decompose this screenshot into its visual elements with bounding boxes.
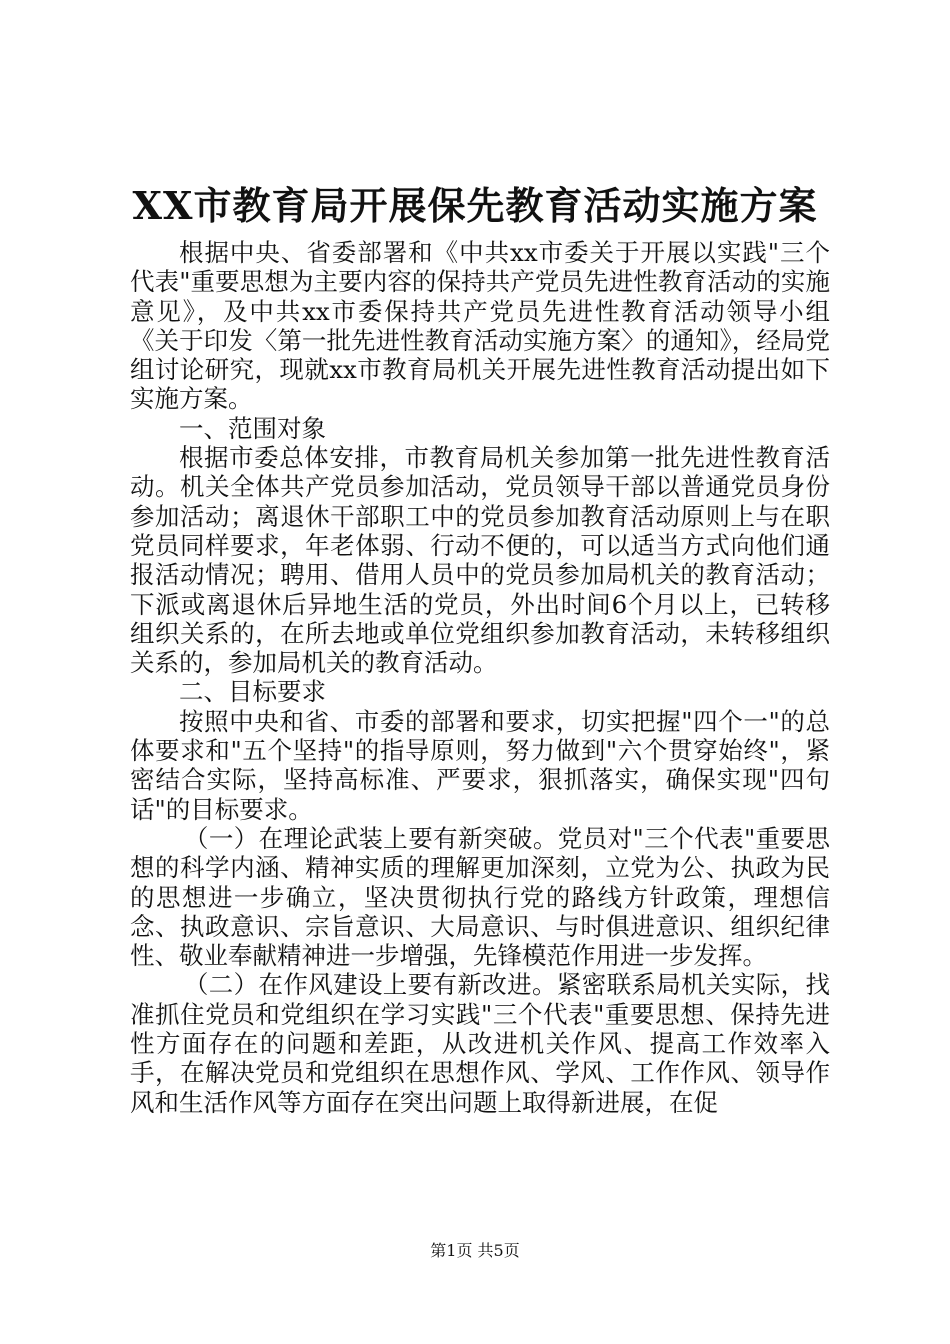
goal-item-2-paragraph: （二）在作风建设上要有新改进。紧密联系局机关实际，找准抓住党员和党组织在学习实践"三个代表"重要思想、保持先进性方面存在的问题和差距，从改进机关作风、提高工作效率入手，在解决党员和党组织在思想作风、学风、工作作风、领导作风和生活作风等方面存在突出问题上取得新进展，在促 — [130, 970, 830, 1117]
goal-item-1-paragraph: （一）在理论武装上要有新突破。党员对"三个代表"重要思想的科学内涵、精神实质的理解更加深刻，立党为公、执政为民的思想进一步确立，坚决贯彻执行党的路线方针政策，理想信念、执政意识、宗旨意识、大局意识、与时俱进意识、组织纪律性、敬业奉献精神进一步增强，先锋模范作用进一步发挥。 — [130, 823, 830, 971]
page-footer: 第1页 共5页 — [430, 1241, 520, 1260]
document-body — [130, 238, 830, 1117]
section-heading-goals: 二、目标要求 — [179, 677, 326, 707]
intro-paragraph: 根据中央、省委部署和《中共xx市委关于开展以实践"三个代表"重要思想为主要内容的保持共产党员先进性教育活动的实施意见》，及中共xx市委保持共产党员先进性教育活动领导小组《关于印发〈第一批先进性教育活动实施方案〉的通知》，经局党组讨论研究，现就xx市教育局机关开展先进性教育活动提出如下实施方案。 — [130, 238, 830, 414]
goals-paragraph: 按照中央和省、市委的部署和要求，切实把握"四个一"的总体要求和"五个坚持"的指导原则，努力做到"六个贯穿始终"，紧密结合实际，坚持高标准、严要求，狠抓落实，确保实现"四句话"的目标要求。 — [130, 706, 830, 824]
section-heading-scope: 一、范围对象 — [179, 413, 326, 443]
scope-paragraph: 根据市委总体安排，市教育局机关参加第一批先进性教育活动。机关全体共产党员参加活动，党员领导干部以普通党员身份参加活动；离退休干部职工中的党员参加教育活动原则上与在职党员同样要求，年老体弱、行动不便的，可以适当方式向他们通报活动情况；聘用、借用人员中的党员参加局机关的教育活动；下派或离退休后异地生活的党员，外出时间6个月以上，已转移组织关系的，在所去地或单位党组织参加教育活动，未转移组织关系的，参加局机关的教育活动。 — [130, 443, 830, 678]
document-title: XX市教育局开展保先教育活动实施方案 — [132, 183, 818, 228]
